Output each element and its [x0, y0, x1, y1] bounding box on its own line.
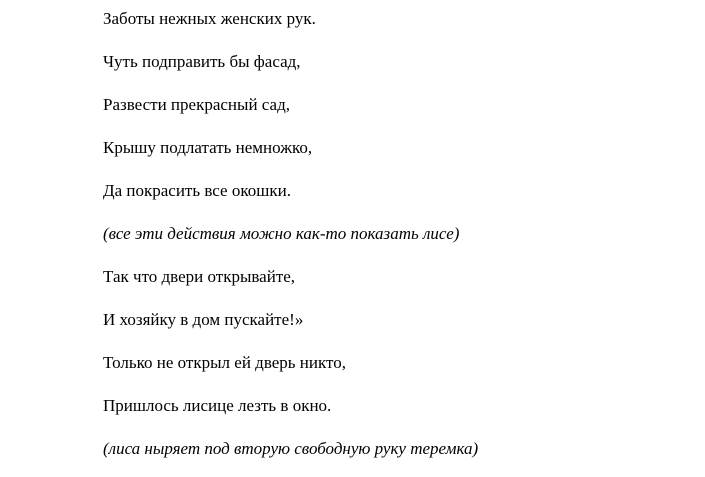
text-line: И хозяйку в дом пускайте!»	[103, 310, 304, 329]
text-line: Только не открыл ей дверь никто,	[103, 353, 346, 372]
text-line: Да покрасить все окошки.	[103, 181, 291, 200]
text-line: Развести прекрасный сад,	[103, 95, 290, 114]
stage-direction: (лиса ныряет под вторую свободную руку теремка)	[103, 439, 479, 458]
text-line: Пришлось лисице лезть в окно.	[103, 396, 332, 415]
text-line: Крышу подлатать немножко,	[103, 138, 313, 157]
stage-direction: (все эти действия можно как-то показать лисе)	[103, 224, 460, 243]
text-line: Так что двери открывайте,	[103, 267, 296, 286]
text-line: Заботы нежных женских рук.	[103, 9, 316, 28]
text-line: Чуть подправить бы фасад,	[103, 52, 301, 71]
